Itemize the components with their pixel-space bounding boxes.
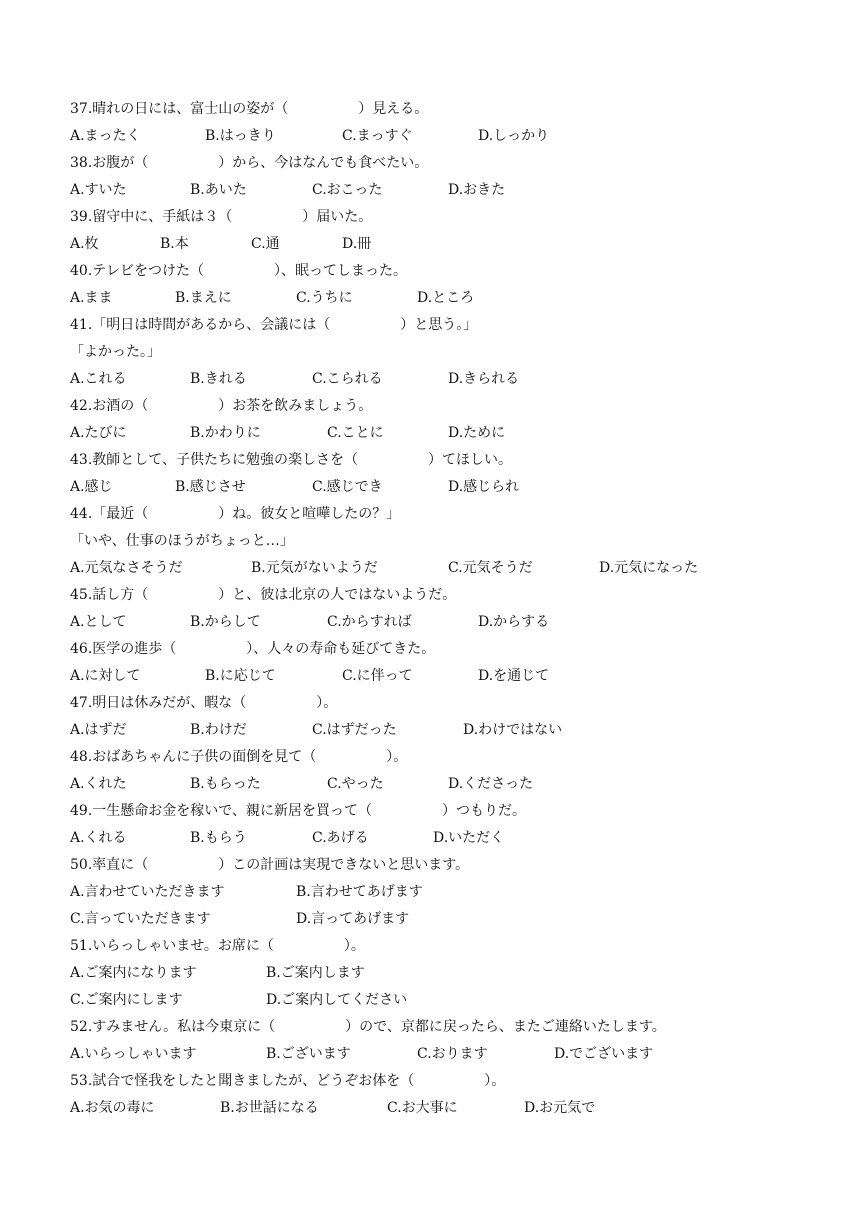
- answer-option: B.はっきり: [205, 128, 276, 144]
- options-row: [70, 825, 830, 852]
- question-text: 39.留守中に、手紙は３（ ）届いた。: [70, 209, 373, 225]
- options-row: [70, 906, 830, 933]
- answer-option: D.感じられ: [448, 479, 520, 495]
- answer-option: B.あいた: [190, 182, 247, 198]
- answer-option: D.しっかり: [478, 128, 550, 144]
- answer-option: C.まっすぐ: [342, 128, 413, 144]
- answer-option: A.いらっしゃいます: [70, 1046, 197, 1062]
- answer-option: C.ことに: [327, 425, 384, 441]
- answer-option: D.わけではない: [463, 722, 563, 738]
- question-text: 40.テレビをつけた（ ）、眠ってしまった。: [70, 263, 407, 279]
- answer-option: B.かわりに: [190, 425, 261, 441]
- answer-option: B.からして: [190, 614, 261, 630]
- question-text: 38.お腹が（ ）から、今はなんでも食べたい。: [70, 155, 429, 171]
- answer-option: C.うちに: [296, 290, 353, 306]
- answer-option: A.まったく: [70, 128, 141, 144]
- answer-option: A.として: [70, 614, 127, 630]
- answer-option: D.元気になった: [599, 560, 699, 576]
- answer-option: A.たびに: [70, 425, 127, 441]
- answer-option: A.元気なさそうだ: [70, 560, 183, 576]
- question-text: 52.すみません。私は今東京に（ ）ので、京都に戻ったら、またご連絡いたします。: [70, 1019, 666, 1035]
- question-text: 41.「明日は時間があるから、会議には（ ）と思う。」: [70, 317, 478, 333]
- answer-option: B.まえに: [175, 290, 232, 306]
- question-text: 45.話し方（ ）と、彼は北京の人ではないようだ。: [70, 587, 457, 603]
- answer-option: A.枚: [70, 236, 99, 252]
- question-text: 49.一生懸命お金を稼いで、親に新居を買って（ ）つもりだ。: [70, 803, 526, 819]
- answer-option: C.感じでき: [312, 479, 383, 495]
- answer-option: C.おります: [417, 1046, 488, 1062]
- question-list: [70, 96, 830, 1122]
- answer-option: C.からすれば: [327, 614, 412, 630]
- answer-option: C.こられる: [312, 371, 383, 387]
- answer-option: A.言わせていただきます: [70, 884, 225, 900]
- options-row: [70, 366, 830, 393]
- options-row: [70, 420, 830, 447]
- answer-option: B.もらう: [190, 830, 247, 846]
- answer-option: D.ご案内してください: [266, 992, 408, 1008]
- answer-option: C.ご案内にします: [70, 992, 183, 1008]
- answer-option: C.言っていただきます: [70, 911, 211, 927]
- answer-option: D.言ってあげます: [296, 911, 410, 927]
- options-row: [70, 717, 830, 744]
- answer-option: B.本: [160, 236, 189, 252]
- answer-option: B.ございます: [266, 1046, 351, 1062]
- options-row: [70, 960, 830, 987]
- options-row: [70, 285, 830, 312]
- answer-option: D.きられる: [448, 371, 520, 387]
- answer-option: C.やった: [327, 776, 384, 792]
- question-text: 53.試合で怪我をしたと聞きましたが、どうぞお体を（ ）。: [70, 1073, 506, 1089]
- options-row: [70, 177, 830, 204]
- answer-option: B.お世話になる: [220, 1100, 319, 1116]
- answer-option: C.元気そうだ: [448, 560, 533, 576]
- answer-option: A.すいた: [70, 182, 127, 198]
- options-row: [70, 663, 830, 690]
- question-text: 51.いらっしゃいませ。お席に（ ）。: [70, 938, 365, 954]
- question-text: 「よかった。」: [70, 344, 161, 360]
- answer-option: D.冊: [342, 236, 372, 252]
- question-text: 47.明日は休みだが、暇な（ ）。: [70, 695, 338, 711]
- options-row: [70, 1095, 830, 1122]
- options-row: [70, 987, 830, 1014]
- answer-option: C.あげる: [312, 830, 369, 846]
- answer-option: A.感じ: [70, 479, 113, 495]
- answer-option: D.お元気で: [524, 1100, 596, 1116]
- answer-option: A.まま: [70, 290, 113, 306]
- question-text: 「いや、仕事のほうがちょっと…」: [70, 533, 294, 549]
- answer-option: C.はずだった: [312, 722, 397, 738]
- options-row: [70, 123, 830, 150]
- answer-option: A.くれた: [70, 776, 127, 792]
- answer-option: A.ご案内になります: [70, 965, 197, 981]
- answer-option: D.ところ: [417, 290, 475, 306]
- question-text: 48.おばあちゃんに子供の面倒を見て（ ）。: [70, 749, 408, 765]
- answer-option: C.おこった: [312, 182, 383, 198]
- question-text: 44.「最近（ ）ね。彼女と喧嘩したの？」: [70, 506, 401, 522]
- answer-option: B.きれる: [190, 371, 247, 387]
- options-row: [70, 1041, 830, 1068]
- answer-option: A.お気の毒に: [70, 1100, 155, 1116]
- answer-option: B.に応じて: [205, 668, 276, 684]
- options-row: [70, 771, 830, 798]
- answer-option: B.もらった: [190, 776, 261, 792]
- answer-option: D.からする: [478, 614, 550, 630]
- answer-option: A.これる: [70, 371, 127, 387]
- answer-option: D.くださった: [448, 776, 534, 792]
- answer-option: D.いただく: [433, 830, 505, 846]
- answer-option: C.お大事に: [387, 1100, 458, 1116]
- answer-option: D.おきた: [448, 182, 506, 198]
- answer-option: B.言わせてあげます: [296, 884, 423, 900]
- answer-option: C.に伴って: [342, 668, 413, 684]
- answer-option: A.に対して: [70, 668, 141, 684]
- options-row: [70, 879, 830, 906]
- question-text: 46.医学の進歩（ ）、人々の寿命も延びてきた。: [70, 641, 436, 657]
- answer-option: A.はずだ: [70, 722, 127, 738]
- question-text: 37.晴れの日には、富士山の姿が（ ）見える。: [70, 101, 429, 117]
- options-row: [70, 609, 830, 636]
- question-text: 42.お酒の（ ）お茶を飲みましょう。: [70, 398, 373, 414]
- answer-option: D.を通じて: [478, 668, 550, 684]
- options-row: [70, 231, 830, 258]
- answer-option: B.ご案内します: [266, 965, 365, 981]
- question-text: 43.教師として、子供たちに勉強の楽しさを（ ）てほしい。: [70, 452, 512, 468]
- options-row: [70, 555, 830, 582]
- answer-option: C.通: [251, 236, 280, 252]
- answer-option: B.わけだ: [190, 722, 247, 738]
- answer-option: D.ために: [448, 425, 506, 441]
- answer-option: B.感じさせ: [175, 479, 246, 495]
- answer-option: A.くれる: [70, 830, 127, 846]
- options-row: [70, 474, 830, 501]
- answer-option: D.でございます: [554, 1046, 654, 1062]
- answer-option: B.元気がないようだ: [251, 560, 378, 576]
- question-text: 50.率直に（ ）この計画は実現できないと思います。: [70, 857, 470, 873]
